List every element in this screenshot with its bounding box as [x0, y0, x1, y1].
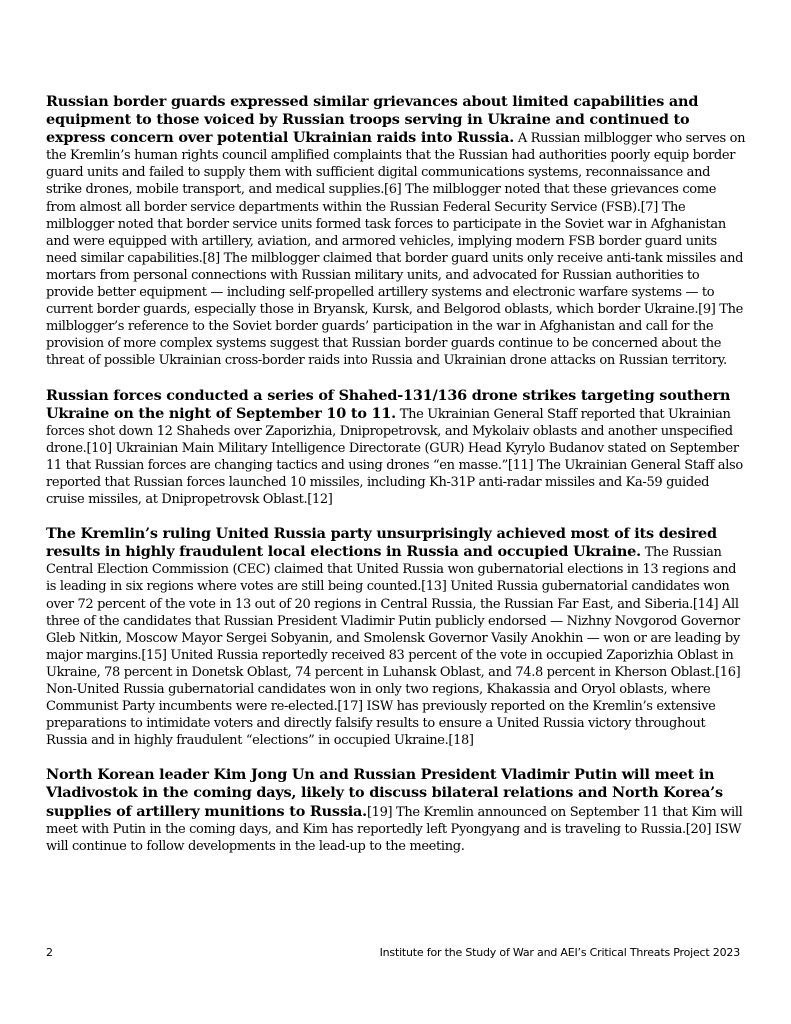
paragraph-body: A Russian milblogger who serves on the Kremlin’s human rights council amplified complaints that the Russian had authorities poorly equip border guard units and failed to supply them with sufficient digital communications systems, reconnaissance and strike drones, mobile transport, and medical supplies.[6] The milblogger noted that these grievances come from almost all border service departments within the Russian Federal Security Service (FSB).[7] The milblogger noted that border service units formed task forces to participate in the Soviet war in Afghanistan and were equipped with artillery, aviation, and armored vehicles, implying modern FSB border guard units need similar capabilities.[8] The milblogger claimed that border guard units only receive anti-tank missiles and mortars from personal connections with Russian military units, and advocated for Russian authorities to provide better equipment — including self-propelled artillery systems and electronic warfare systems — to current border guards, especially those in Bryansk, Kursk, and Belgorod oblasts, which border Ukraine.[9] The milblogger’s reference to the Soviet border guards’ participation in the war in Afghanistan and call for the provision of more complex systems suggest that Russian border guards continue to be concerned about the threat of possible Ukrainian cross-border raids into Russia and Ukrainian drone attacks on Russian territory.: [46, 131, 746, 369]
paragraph-body: The Russian Central Election Commission (CEC) claimed that United Russia won gubernatorial elections in 13 regions and is leading in six regions where votes are still being counted.[13] United Russia gubernatorial candidates won over 72 percent of the vote in 13 out of 20 regions in Central Russia, the Russian Far East, and Siberia.[14] All three of the candidates that Russian President Vladimir Putin publicly endorsed — Nizhny Novgorod Governor Gleb Nitkin, Moscow Mayor Sergei Sobyanin, and Smolensk Governor Vasily Anokhin — won or are leading by major margins.[15] United Russia reportedly received 83 percent of the vote in occupied Zaporizhia Oblast in Ukraine, 78 percent in Donetsk Oblast, 74 percent in Luhansk Oblast, and 74.8 percent in Kherson Oblast.[16] Non-United Russia gubernatorial candidates won in only two regions, Khakassia and Oryol oblasts, where Communist Party incumbents were re-elected.[17] ISW has previously reported on the Kremlin’s extensive preparations to intimidate voters and directly falsify results to ensure a United Russia victory throughout Russia and in highly fraudulent “elections” in occupied Ukraine.[18]: [46, 545, 741, 749]
paragraph-body: [19] The Kremlin announced on September 11 that Kim will meet with Putin in the coming days, and Kim has reportedly left Pyongyang and is traveling to Russia.[20] ISW will continue to follow developments in the lead-up to the meeting.: [46, 804, 743, 854]
paragraph-border-guards: [46, 93, 746, 370]
page-number: 2: [46, 946, 53, 959]
document-body: [46, 93, 746, 872]
paragraph-lead: Russian border guards expressed similar grievances about limited capabilities and equipment to those voiced by Russian troops serving in Ukraine and continued to express concern over potential Ukrainian raids into Russia.: [46, 93, 699, 147]
footer-attribution: Institute for the Study of War and AEI’s Critical Threats Project 2023: [379, 946, 740, 959]
paragraph-drone-strikes: [46, 387, 746, 509]
paragraph-lead: Russian forces conducted a series of Shahed-131/136 drone strikes targeting southern Ukraine on the night of September 10 to 11.: [46, 386, 731, 422]
paragraph-body: The Ukrainian General Staff reported that Ukrainian forces shot down 12 Shaheds over Zaporizhia, Dnipropetrovsk, and Mykolaiv oblasts and another unspecified drone.[10] Ukrainian Main Military Intelligence Directorate (GUR) Head Kyrylo Budanov stated on September 11 that Russian forces are changing tactics and using drones “en masse.”[11] The Ukrainian General Staff also reported that Russian forces launched 10 missiles, including Kh-31P anti-radar missiles and Ka-59 guided cruise missiles, at Dnipropetrovsk Oblast.[12]: [46, 406, 743, 508]
paragraph-lead: The Kremlin’s ruling United Russia party unsurprisingly achieved most of its desired results in highly fraudulent local elections in Russia and occupied Ukraine.: [46, 525, 717, 561]
paragraph-kim-putin-meeting: [46, 766, 746, 854]
paragraph-elections: [46, 525, 746, 749]
paragraph-lead: North Korean leader Kim Jong Un and Russian President Vladimir Putin will meet in Vladivostok in the coming days, likely to discuss bilateral relations and North Korea’s supplies of artillery munitions to Russia.: [46, 766, 723, 820]
